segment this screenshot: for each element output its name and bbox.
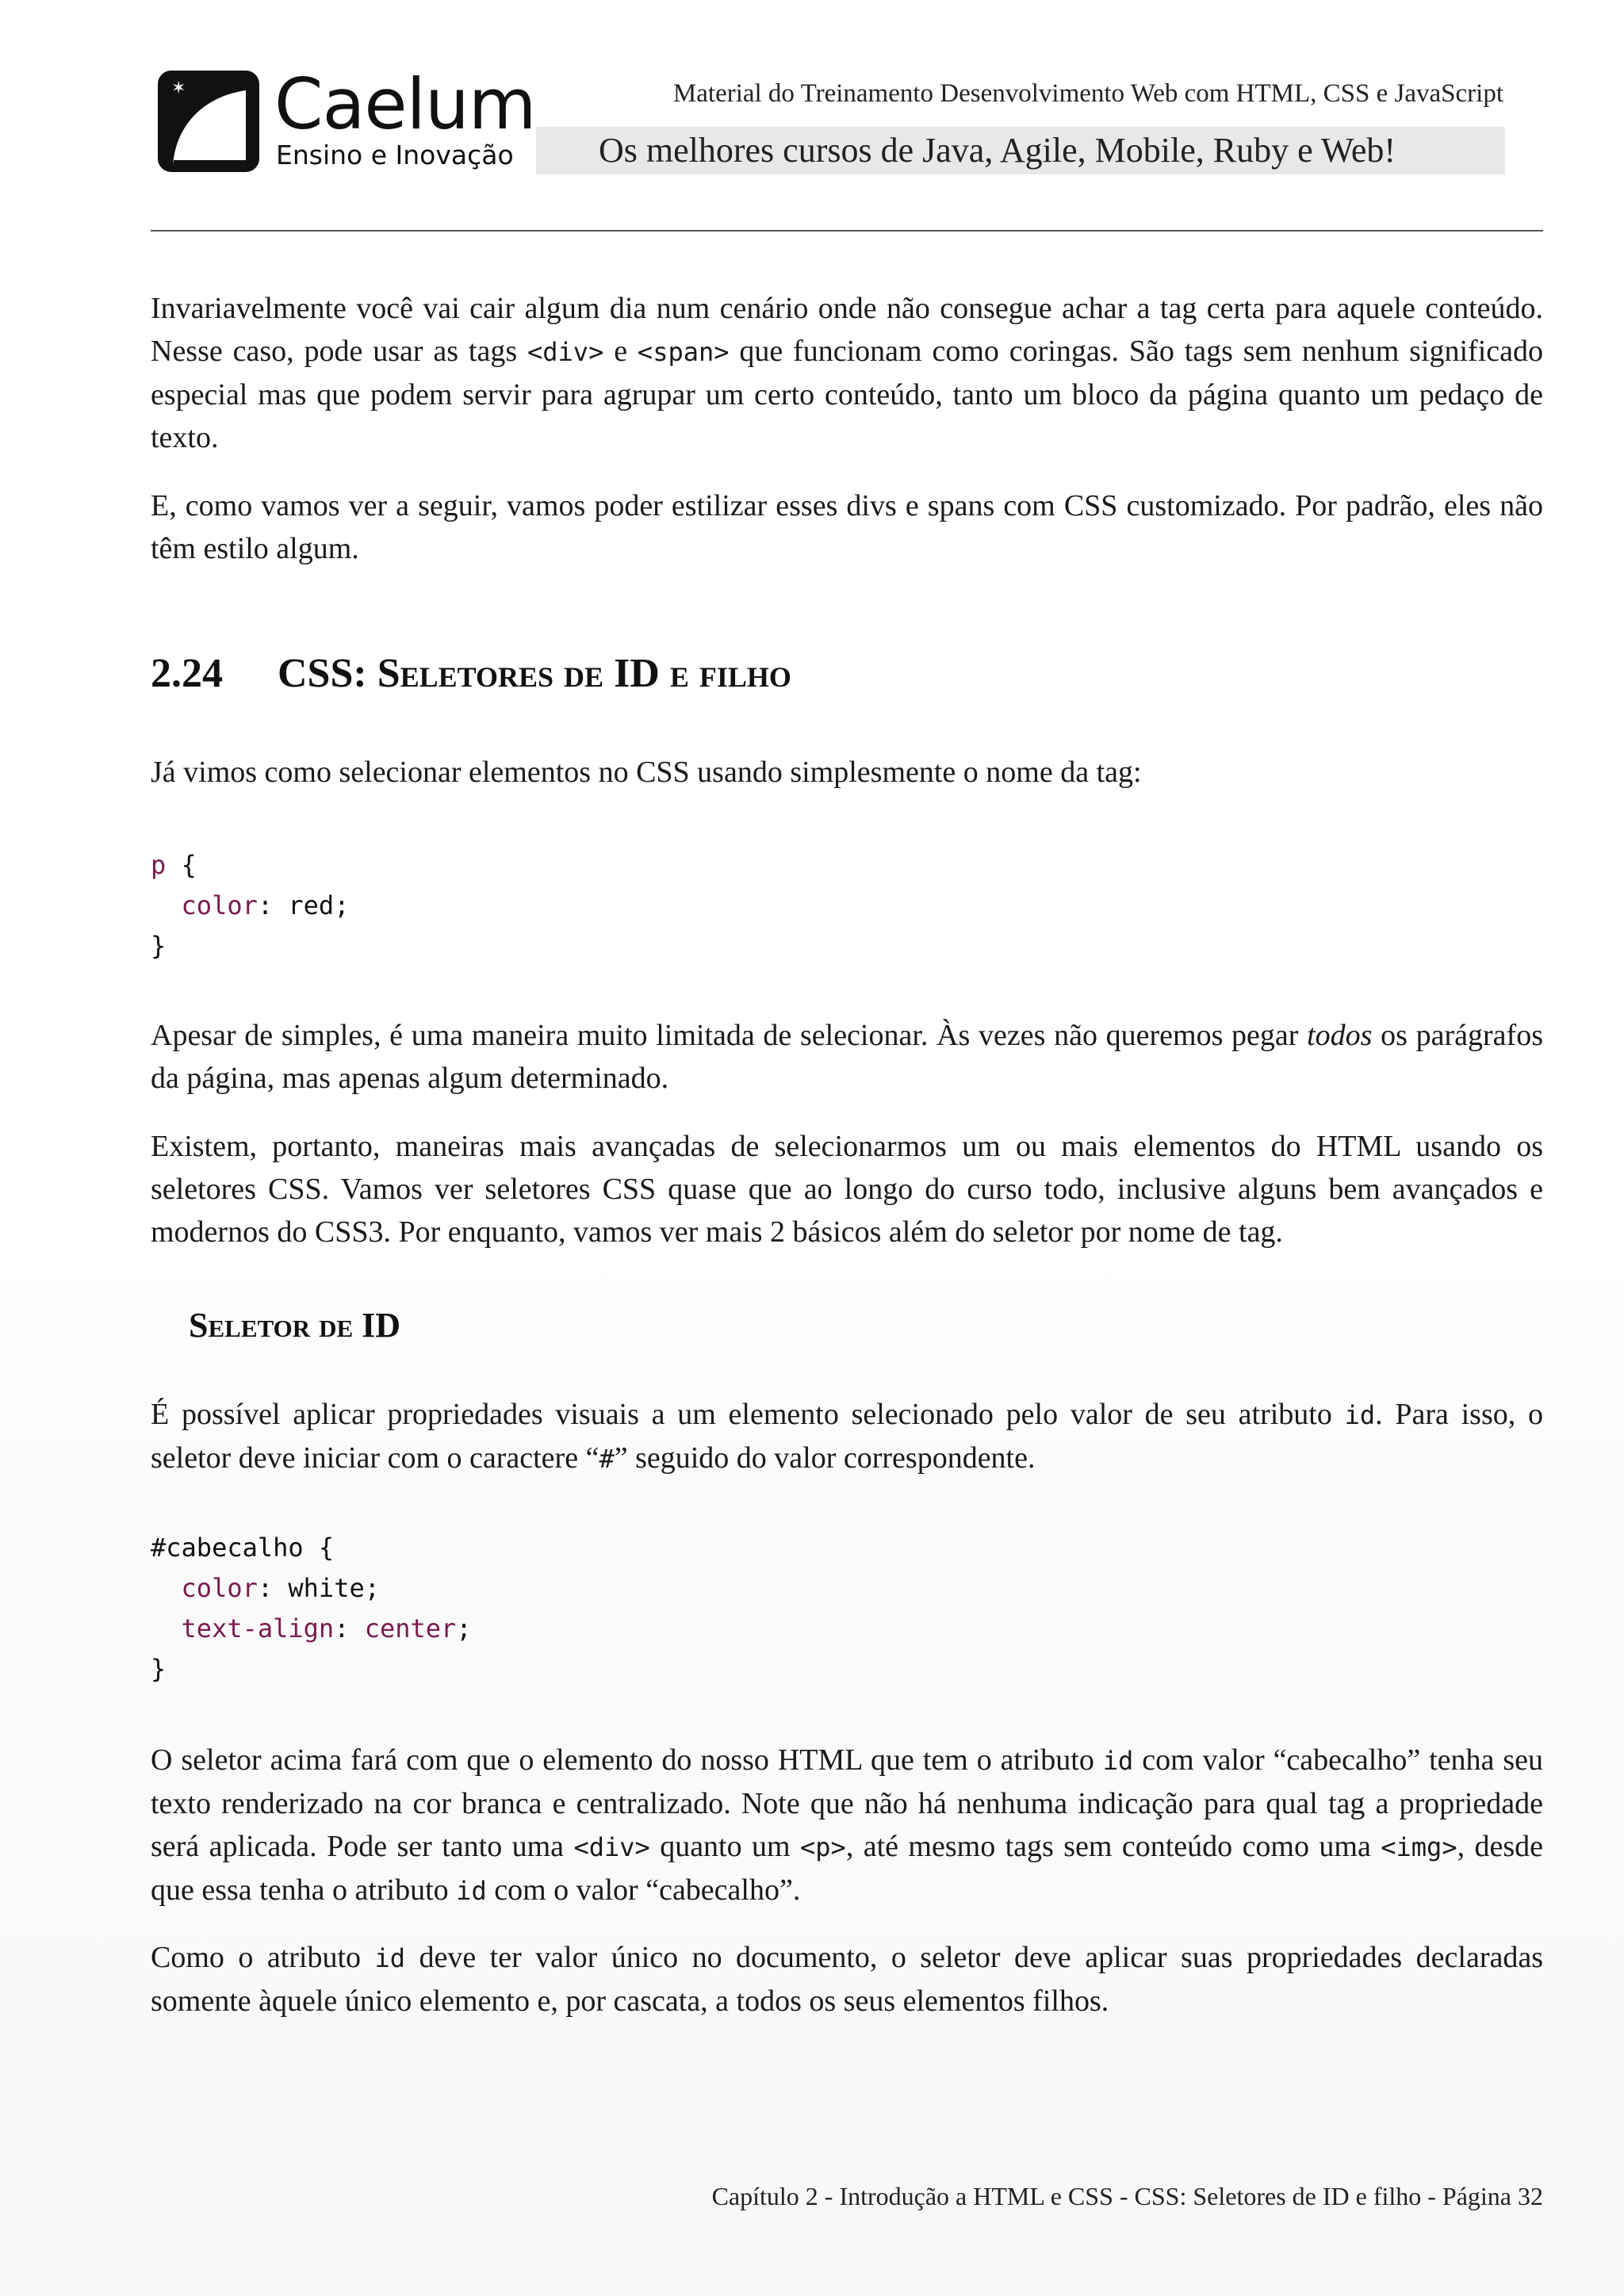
code-line: color: white; <box>181 1573 380 1603</box>
text-run: Apesar de simples, é uma maneira muito limitada de selecionar. Às vezes não queremos pegar <box>151 1019 1308 1052</box>
text-run: Como o atributo <box>151 1941 375 1974</box>
paragraph-id-explanation <box>151 1739 1543 1912</box>
text-run: e <box>603 335 638 368</box>
inline-code: id <box>1344 1400 1376 1430</box>
inline-code: <span> <box>637 337 730 367</box>
section-intro: Já vimos como selecionar elementos no CSS usando simplesmente o nome da tag: <box>151 756 1142 789</box>
section-number: 2.24 <box>151 651 223 696</box>
code-line: text-align: center; <box>181 1613 472 1644</box>
code-line: color: red; <box>181 890 350 920</box>
inline-code: # <box>599 1444 615 1474</box>
code-value: center <box>349 1613 457 1644</box>
caelum-logo <box>155 63 536 174</box>
inline-code: id <box>456 1876 487 1906</box>
code-value: red; <box>273 890 350 920</box>
paragraph-id-unique <box>151 1936 1543 2022</box>
text-run: , até mesmo tags sem conteúdo como uma <box>845 1830 1381 1863</box>
inline-code: <div> <box>527 337 604 367</box>
paragraph-limited-selection <box>151 1014 1543 1100</box>
inline-code: <div> <box>573 1832 650 1862</box>
text-run: deve ter valor único no documento, o seletor deve aplicar suas propriedades declaradas somente àquele único elemento e, por cascata, a todos os seus elementos filhos. <box>151 1941 1543 2018</box>
paragraph-id-selector <box>151 1393 1543 1480</box>
svg-text:✶: ✶ <box>171 78 186 98</box>
header-material-title: Material do Treinamento Desenvolvimento Web com HTML, CSS e JavaScript <box>672 79 1503 108</box>
text-run: Invariavelmente você vai cair algum dia num cenário onde não consegue achar a tag certa para aquele conteúdo. Nesse caso, pode usar as tags <box>151 292 1543 368</box>
header-divider <box>151 230 1543 232</box>
paragraph-advanced-selectors: Existem, portanto, maneiras mais avançadas de selecionarmos um ou mais elementos do HTML usando os seletores CSS. Vamos ver seletores CSS quase que ao longo do curso todo, inclusive alguns bem avançados e modernos do CSS3. Por enquanto, vamos ver mais 2 básicos além do seletor por nome de tag. <box>151 1130 1543 1249</box>
code-line: #cabecalho { <box>151 1533 335 1563</box>
page-footer: Capítulo 2 - Introdução a HTML e CSS - CSS: Seletores de ID e filho - Página 32 <box>711 2182 1543 2210</box>
code-block-tag-selector <box>151 845 349 966</box>
intro-paragraph-2: E, como vamos ver a seguir, vamos poder estilizar esses divs e spans com CSS customizado. Por padrão, eles não têm estilo algum. <box>151 489 1543 565</box>
text-run: O seletor acima fará com que o elemento do nosso HTML que tem o atributo <box>151 1743 1103 1777</box>
header-slogan: Os melhores cursos de Java, Agile, Mobile, Ruby e Web! <box>599 131 1396 170</box>
logo-name: Caelum <box>274 63 536 145</box>
text-run: ” seguido do valor correspondente. <box>614 1441 1036 1475</box>
code-block-id-selector <box>151 1528 472 1689</box>
code-value: white; <box>273 1573 380 1603</box>
text-run: É possível aplicar propriedades visuais a um elemento selecionado pelo valor de seu atributo <box>151 1398 1345 1431</box>
text-run: que funcionam como coringas. São tags sem nenhum significado especial mas que podem servir para agrupar um certo conteúdo, tanto um bloco da página quanto um pedaço de texto. <box>151 335 1543 454</box>
code-line: } <box>151 931 167 961</box>
inline-code: id <box>374 1943 405 1973</box>
inline-code: id <box>1102 1746 1134 1776</box>
text-run: com valor “cabecalho” tenha seu texto renderizado na cor branca e centralizado. Note que não há nenhuma indicação para qual tag a propriedade será aplicada. Pode ser tanto uma <box>151 1743 1543 1863</box>
code-property: color <box>181 890 258 920</box>
text-run: os parágrafos da página, mas apenas algum determinado. <box>151 1019 1543 1095</box>
caelum-logo-icon <box>155 70 260 173</box>
code-property: color <box>181 1573 258 1603</box>
code-selector: p <box>151 850 167 880</box>
code-line: } <box>151 1654 167 1684</box>
inline-code: <img> <box>1381 1832 1457 1862</box>
code-text: ; <box>456 1613 472 1644</box>
code-property: text-align <box>181 1613 335 1644</box>
text-run: quanto um <box>649 1830 801 1863</box>
code-text: { <box>166 850 197 880</box>
logo-tagline: Ensino e Inovação <box>276 140 514 170</box>
intro-paragraph-1 <box>151 287 1543 459</box>
section-heading <box>151 650 791 697</box>
text-run: , desde que essa tenha o atributo <box>151 1830 1544 1907</box>
text-run: com o valor “cabecalho”. <box>486 1873 801 1907</box>
inline-code: <p> <box>800 1832 846 1862</box>
section-title: CSS: Seletores de ID e filho <box>278 651 791 696</box>
code-line <box>151 845 349 886</box>
emphasis: todos <box>1307 1019 1373 1052</box>
subsection-heading: Seletor de ID <box>189 1306 401 1345</box>
text-run: . Para isso, o seletor deve iniciar com o caractere “ <box>151 1398 1543 1475</box>
